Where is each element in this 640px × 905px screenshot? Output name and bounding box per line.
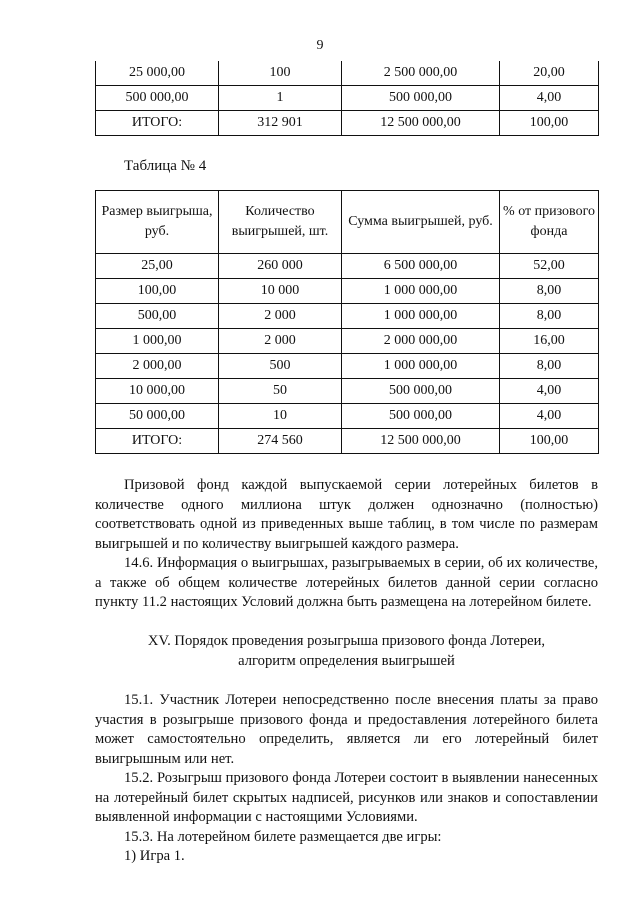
prize-table-4 — [95, 190, 599, 454]
section-title-line-1: XV. Порядок проведения розыгрыша призового фонда Лотереи, — [147, 633, 546, 649]
table-cell: 1 — [219, 86, 342, 111]
table-header-row — [96, 191, 599, 254]
table-cell: 25 000,00 — [96, 61, 219, 86]
table-cell: 8,00 — [500, 304, 599, 329]
table-row — [96, 404, 599, 429]
table-cell: 500 000,00 — [342, 379, 500, 404]
table-cell: 16,00 — [500, 329, 599, 354]
table-cell: 10 000,00 — [96, 379, 219, 404]
table-cell: 2 000,00 — [96, 354, 219, 379]
table-cell: ИТОГО: — [96, 429, 219, 454]
table-cell: 1 000,00 — [96, 329, 219, 354]
table-total-row — [96, 111, 599, 136]
table-cell: 1 000 000,00 — [342, 354, 500, 379]
table-row — [96, 304, 599, 329]
table-row — [96, 61, 599, 86]
table-cell: 100,00 — [500, 111, 599, 136]
column-header: % от призового фонда — [500, 191, 599, 254]
table-cell: 500 000,00 — [96, 86, 219, 111]
table-cell: 500,00 — [96, 304, 219, 329]
table-cell: 260 000 — [219, 254, 342, 279]
table-row — [96, 254, 599, 279]
table-row — [96, 379, 599, 404]
table-cell: 6 500 000,00 — [342, 254, 500, 279]
table-cell: ИТОГО: — [96, 111, 219, 136]
table-row — [96, 329, 599, 354]
column-header: Сумма выигрышей, руб. — [342, 191, 500, 254]
table-cell: 274 560 — [219, 429, 342, 454]
table-row — [96, 354, 599, 379]
table-cell: 4,00 — [500, 86, 599, 111]
table-cell: 2 500 000,00 — [342, 61, 500, 86]
table-cell: 4,00 — [500, 404, 599, 429]
table-cell: 4,00 — [500, 379, 599, 404]
table-cell: 8,00 — [500, 279, 599, 304]
column-header: Количество выигрышей, шт. — [219, 191, 342, 254]
paragraph-prize-fund: Призовой фонд каждой выпускаемой серии лотерейных билетов в количестве одного миллиона штук должен однозначно (полностью) соответствовать одной из приведенных выше таблиц, в том числе по размерам выигрышей и по количеству выигрышей каждого размера. — [95, 477, 598, 552]
paragraph-14-6: 14.6. Информация о выигрышах, разыгрываемых в серии, об их количестве, а также об общем количестве лотерейных билетов данной серии согласно пункту 11.2 настоящих Условий должна быть размещена на лотерейном билете. — [95, 555, 598, 610]
table-cell: 1 000 000,00 — [342, 279, 500, 304]
table-cell: 2 000 — [219, 304, 342, 329]
body-text-section-15 — [95, 691, 598, 867]
column-header: Размер выигрыша, руб. — [96, 191, 219, 254]
table-cell: 8,00 — [500, 354, 599, 379]
table-cell: 20,00 — [500, 61, 599, 86]
section-heading — [95, 632, 598, 671]
body-text — [95, 476, 598, 613]
table-cell: 500 000,00 — [342, 86, 500, 111]
paragraph-15-3: 15.3. На лотерейном билете размещается две игры: — [124, 828, 442, 845]
table-cell: 10 000 — [219, 279, 342, 304]
paragraph-game-1: 1) Игра 1. — [124, 848, 185, 864]
table-cell: 312 901 — [219, 111, 342, 136]
table-cell: 52,00 — [500, 254, 599, 279]
table-cell: 12 500 000,00 — [342, 111, 500, 136]
table-4-body — [96, 254, 599, 454]
table-cell: 25,00 — [96, 254, 219, 279]
table-cell: 10 — [219, 404, 342, 429]
table-cell: 2 000 — [219, 329, 342, 354]
table-cell: 500 — [219, 354, 342, 379]
table-4-caption: Таблица № 4 — [124, 158, 207, 174]
table-total-row — [96, 429, 599, 454]
page-number: 9 — [316, 38, 324, 53]
table-cell: 100,00 — [500, 429, 599, 454]
table-cell: 500 000,00 — [342, 404, 500, 429]
paragraph-15-1: 15.1. Участник Лотереи непосредственно после внесения платы за право участия в розыгрыше призового фонда и предоставления лотерейного билета может самостоятельно определить, является ли его лотерейный билет выигрышным или нет. — [95, 692, 598, 767]
section-title-line-2: алгоритм определения выигрышей — [238, 652, 455, 669]
table-cell: 50 000,00 — [96, 404, 219, 429]
table-row — [96, 86, 599, 111]
paragraph-15-2: 15.2. Розыгрыш призового фонда Лотереи состоит в выявлении нанесенных на лотерейный билет скрытых надписей, рисунков или знаков и сопоставлении выявленной информации с настоящими Условиями. — [95, 770, 598, 825]
table-cell: 50 — [219, 379, 342, 404]
table-cell: 1 000 000,00 — [342, 304, 500, 329]
prize-table-3-continued — [95, 61, 599, 136]
table-cell: 100 — [219, 61, 342, 86]
table-cell: 2 000 000,00 — [342, 329, 500, 354]
table-cell: 12 500 000,00 — [342, 429, 500, 454]
table-row — [96, 279, 599, 304]
table-cell: 100,00 — [96, 279, 219, 304]
